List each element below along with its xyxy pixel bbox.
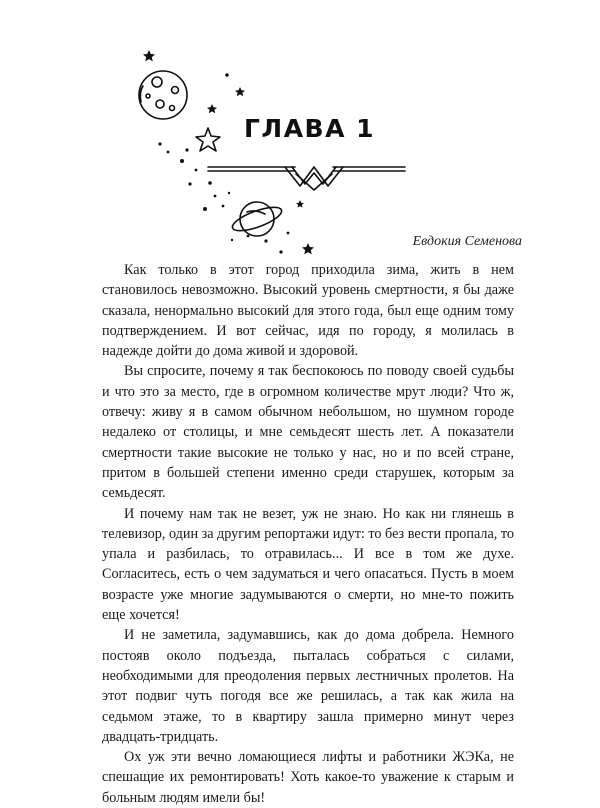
chapter-title: ГЛАВА 1 (244, 114, 376, 143)
paragraph: Ох уж эти вечно ломающиеся лифты и работники ЖЭКа, не спешащие их ремонтировать! Хоть какое-то уважение к старым и больным людям имели бы! (102, 749, 514, 806)
paragraph: И не заметила, задумавшись, как до дома добрела. Немного постояв около подъезда, пыталась собраться с силами, необходимыми для преодоления первых лестничных пролетов. На этот подвиг чуть погодя все же решилась, а так как жила на седьмом этаже, то в квартиру зашла примерно минут через двадцать-тридцать. (102, 627, 514, 745)
paragraph: Как только в этот город приходила зима, жить в нем становилось невозможно. Высокий уровень смертности, я бы даже сказала, ненормально высокий для этого года, был еще одним тому подтверждением. И вот сейчас, идя по городу, я молилась в надежде дойти до дома живой и здоровой. (102, 262, 514, 360)
chapter-divider (208, 167, 405, 190)
chapter-text (102, 260, 514, 808)
author-name: Евдокия Семенова (412, 234, 522, 249)
moon-planet-icon (139, 71, 187, 119)
paragraph: И почему нам так не везет, уж не знаю. Но как ни глянешь в телевизор, один за другим репортажи идут: то без вести пропала, то упала и разбилась, то отравилась... И все в том же духе. Согласитесь, есть о чем задуматься и чего опасаться. Пусть в моем возрасте уже многие задумываются о смерти, но мне-то пожить еще хочется! (102, 505, 514, 624)
paragraph: Вы спросите, почему я так беспокоюсь по поводу своей судьбы и что это за место, где в огромном количестве мрут люди? Что ж, отвечу: живу я в самом обычном небольшом, но шумном городе недалеко от столицы, и мне семьдесят шесть лет. А показатели смертности такие высокие не только у нас, но и по всей стране, притом в большей степени именно среди старушек, которым за семьдесят. (102, 363, 514, 502)
ringed-planet-icon (230, 202, 284, 236)
star-dots (143, 50, 314, 254)
outline-star-icon (196, 128, 220, 151)
